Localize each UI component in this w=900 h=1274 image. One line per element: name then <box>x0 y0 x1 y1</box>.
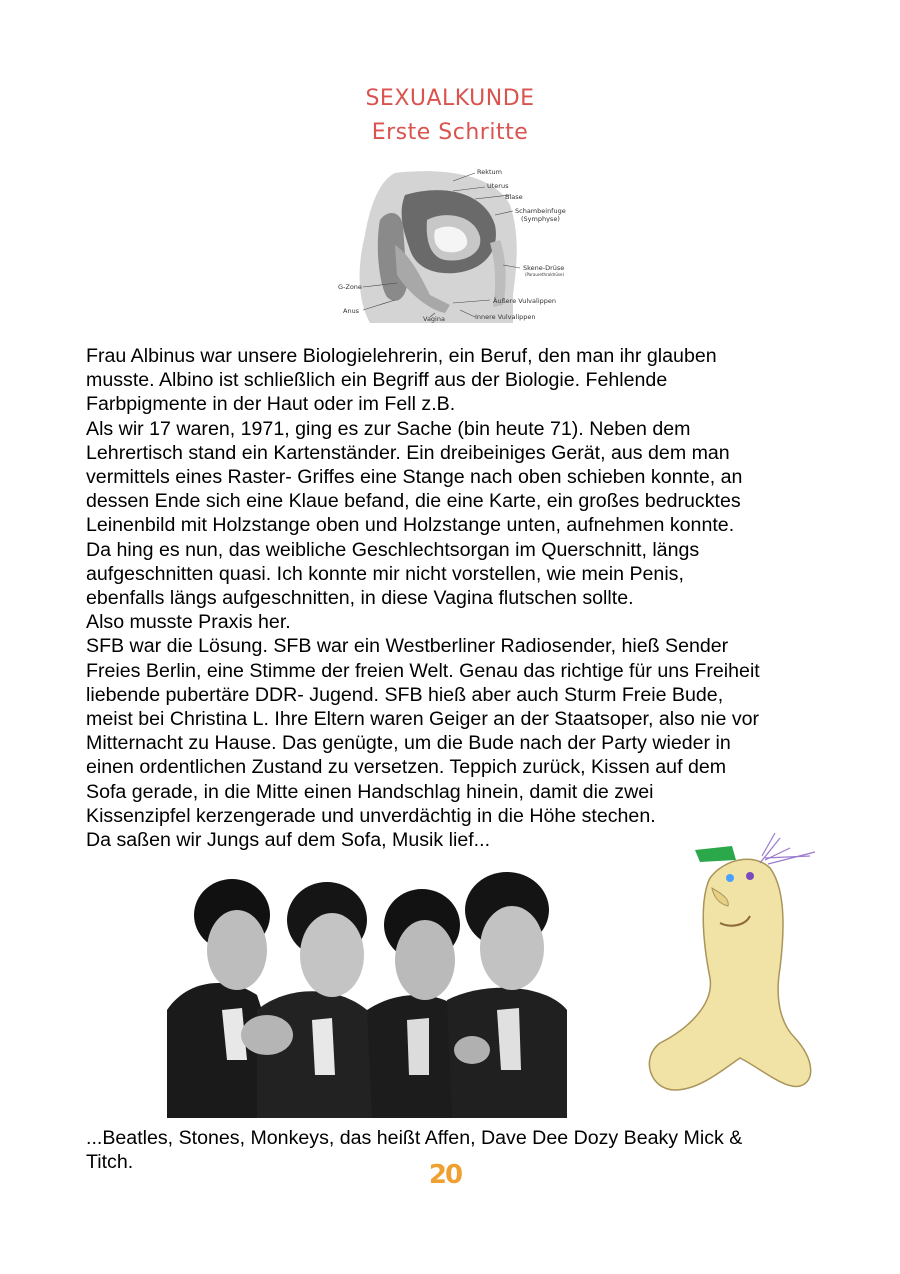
body-line: Da hing es nun, das weibliche Geschlechtsorgan im Querschnitt, längs <box>86 538 700 561</box>
caption-line: Titch. <box>86 1151 134 1174</box>
body-line: einen ordentlichen Zustand zu versetzen. Teppich zurück, Kissen auf dem <box>86 756 727 779</box>
eye-icon <box>726 874 734 882</box>
body-line: Frau Albinus war unsere Biologielehrerin, ein Beruf, den man ihr glauben <box>86 345 717 367</box>
label-skene: Skene-Drüse <box>523 264 565 272</box>
label-innere: Innere Vulvalippen <box>475 313 536 321</box>
group-photo <box>167 860 567 1118</box>
label-rektum: Rektum <box>477 168 502 176</box>
eye-icon <box>746 872 754 880</box>
body-line: dessen Ende sich eine Klaue befand, die eine Karte, ein großes bedrucktes <box>86 490 741 513</box>
body-line: Mitternacht zu Hause. Das genügte, um die Bude nach der Party wieder in <box>86 732 731 755</box>
body-line: Da saßen wir Jungs auf dem Sofa, Musik lief... <box>86 829 491 852</box>
page-title: SEXUALKUNDE <box>365 86 535 111</box>
body-text <box>86 344 826 852</box>
label-aeussere: Äußere Vulvalippen <box>493 297 556 305</box>
body-line: Freies Berlin, eine Stimme der freien Welt. Genau das richtige für uns Freiheit <box>86 659 760 682</box>
body-line: SFB war die Lösung. SFB war ein Westberliner Radiosender, hieß Sender <box>86 635 729 658</box>
body-line: Lehrertisch stand ein Kartenständer. Ein dreibeiniges Gerät, aus dem man <box>86 441 730 464</box>
body-line: aufgeschnitten quasi. Ich konnte mir nicht vorstellen, wie mein Penis, <box>86 562 684 585</box>
page-subtitle: Erste Schritte <box>371 120 529 145</box>
body-line: Kissenzipfel kerzengerade und unverdächtig in die Höhe stechen. <box>86 804 656 827</box>
label-schambeinfuge: Schambeinfuge <box>515 207 566 215</box>
body-line: Farbpigmente in der Haut oder im Fell z.B. <box>86 393 456 416</box>
body-line: Sofa gerade, in die Mitte einen Handschlag hinein, damit die zwei <box>86 780 654 803</box>
label-blase: Blase <box>505 193 523 201</box>
hair-icon <box>760 833 815 864</box>
body-line: Also musste Praxis her. <box>86 611 291 634</box>
label-gzone: G-Zone <box>338 283 362 291</box>
body-line: Als wir 17 waren, 1971, ging es zur Sache (bin heute 71). Neben dem <box>86 417 691 440</box>
label-anus: Anus <box>343 307 360 315</box>
label-symphyse: (Symphyse) <box>521 215 560 223</box>
body-line: Leinenbild mit Holzstange oben und Holzstange unten, aufnehmen konnte. <box>86 514 735 537</box>
body-line: ebenfalls längs aufgeschnitten, in diese Vagina flutschen sollte. <box>86 587 634 610</box>
body-line: liebende pubertäre DDR- Jugend. SFB hieß aber auch Sturm Freie Bude, <box>86 683 724 706</box>
body-line: musste. Albino ist schließlich ein Begriff aus der Biologie. Fehlende <box>86 369 668 392</box>
page-number: 20 <box>428 1160 462 1190</box>
label-uterus: Uterus <box>487 182 509 190</box>
label-vagina: Vagina <box>423 315 445 323</box>
body-line: meist bei Christina L. Ihre Eltern waren Geiger an der Staatsoper, also nie vor <box>86 708 760 731</box>
anatomy-diagram <box>335 165 575 325</box>
body-line: vermittels eines Raster- Griffes eine Stange nach oben schieben konnte, an <box>86 466 743 489</box>
label-paraurethral: (Paraurethraldrüse) <box>525 272 565 277</box>
cartoon-figure <box>640 828 830 1098</box>
hat-icon <box>695 846 736 862</box>
caption-line: ...Beatles, Stones, Monkeys, das heißt Affen, Dave Dee Dozy Beaky Mick & <box>86 1127 743 1149</box>
